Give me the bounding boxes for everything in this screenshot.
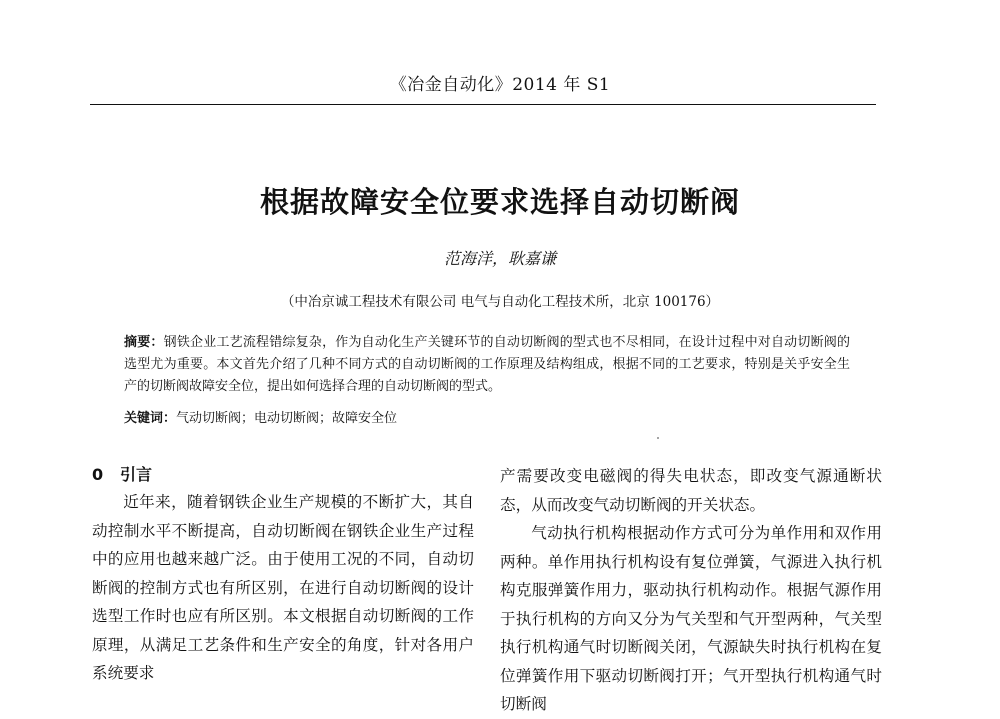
left-column — [92, 462, 474, 688]
section-number: 0 — [92, 465, 104, 484]
header-rule — [90, 104, 876, 105]
intro-paragraph: 近年来，随着钢铁企业生产规模的不断扩大，其自动控制水平不断提高，自动切断阀在钢铁企业生产过程中的应用也越来越广泛。由于使用工况的不同，自动切断阀的控制方式也有所区别，在进行自动切断阀的设计选型工作时也应有所区别。本文根据自动切断阀的工作原理，从满足工艺条件和生产安全的角度，针对各用户系统要求 — [92, 493, 474, 682]
abstract-text: 钢铁企业工艺流程错综复杂，作为自动化生产关键环节的自动切断阀的型式也不尽相同，在设计过程中对自动切断阀的选型尤为重要。本文首先介绍了几种不同方式的自动切断阀的工作原理及结构组成，根据不同的工艺要求，特别是关乎安全生产的切断阀故障安全位，提出如何选择合理的自动切断阀的型式。 — [124, 335, 850, 394]
right-paragraph-2: 气动执行机构根据动作方式可分为单作用和双作用两种。单作用执行机构设有复位弹簧，气源进入执行机构克服弹簧作用力，驱动执行机构动作。根据气源作用于执行机构的方向又分为气关型和气开型两种，气关型执行机构通气时切断阀关闭，气源缺失时执行机构在复位弹簧作用下驱动切断阀打开；气开型执行机构通气时切断阀 — [500, 524, 882, 713]
right-column — [500, 462, 882, 719]
section-heading — [92, 462, 474, 488]
abstract-label: 摘要： — [124, 335, 164, 350]
keywords-label: 关键词： — [124, 411, 177, 426]
paper-title: 根据故障安全位要求选择自动切断阀 — [259, 185, 740, 219]
scan-speck — [657, 437, 659, 439]
affiliation: （中冶京诚工程技术有限公司 电气与自动化工程技术所，北京 100176） — [280, 294, 720, 310]
right-paragraph-1: 产需要改变电磁阀的得失电状态，即改变气源通断状态，从而改变气动切断阀的开关状态。 — [500, 467, 882, 514]
section-title: 引言 — [120, 465, 153, 484]
authors: 范海洋，耿嘉谦 — [443, 249, 556, 268]
keywords — [124, 408, 850, 430]
journal-header: 《冶金自动化》2014 年 S1 — [389, 75, 611, 95]
abstract — [124, 332, 850, 398]
keywords-text: 气动切断阀；电动切断阀；故障安全位 — [176, 411, 398, 426]
